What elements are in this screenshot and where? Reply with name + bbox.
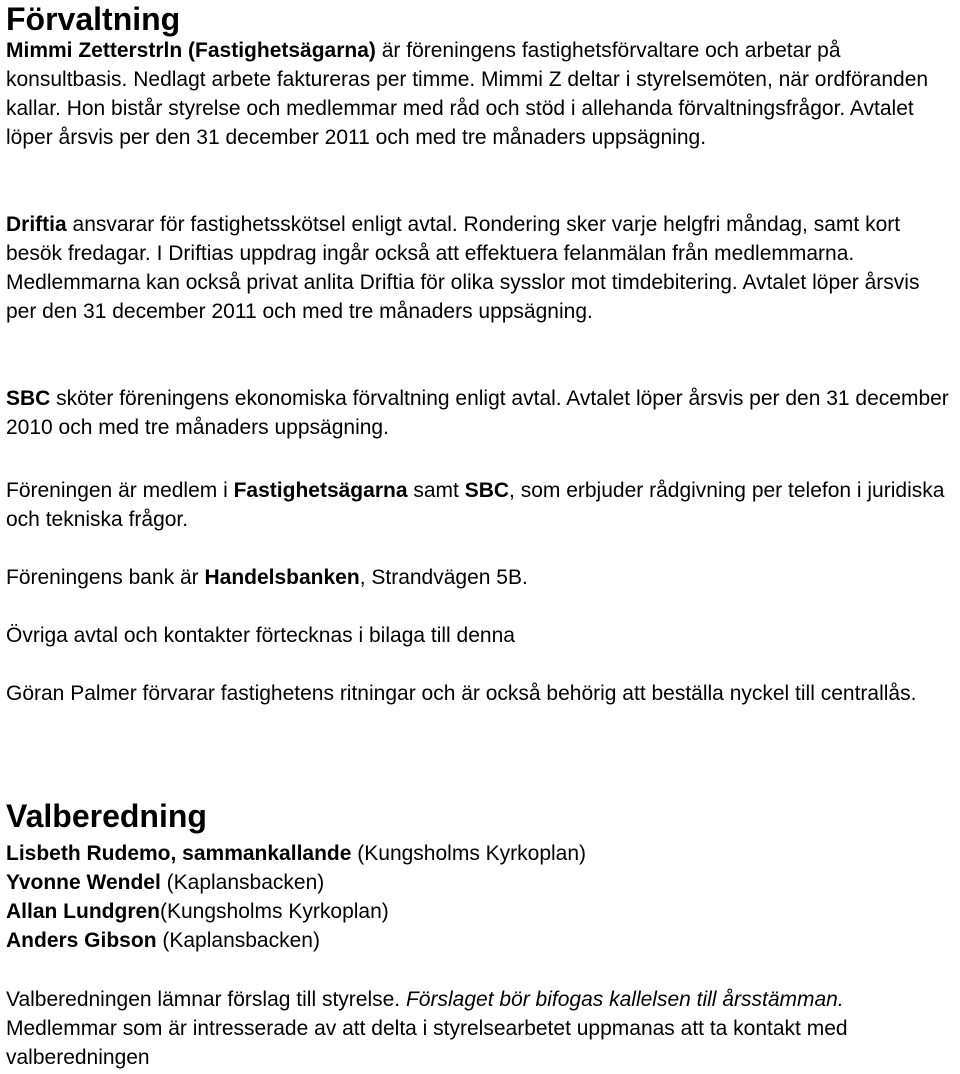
valberedning-members xyxy=(6,839,954,955)
heading-forvaltning: Förvaltning xyxy=(6,1,181,37)
name-sbc-inline: SBC xyxy=(464,479,510,502)
member-address: (Kaplansbacken) xyxy=(160,871,325,894)
paragraph-text: är föreningens fastighetsförvaltare och arbetar på konsultbasis. Nedlagt arbete faktureras per timme. Mimmi Z deltar i styrelsemöten, när ordföranden kallar. Hon bistår styrelse och medlemmar med råd och stöd i allehanda förvaltningsfrågor. Avtalet löper årsvis per den 31 december 2011 och med tre månaders uppsägning. xyxy=(6,39,929,149)
member-address: (Kaplansbacken) xyxy=(156,929,320,952)
name-mimmi: Mimmi Zetterstrln (Fastighetsägarna) xyxy=(6,39,376,62)
member-name: Allan Lundgren xyxy=(6,900,160,923)
paragraph-valberedning-info xyxy=(6,985,954,1072)
member-address: (Kungsholms Kyrkoplan) xyxy=(351,842,587,865)
text-run: Medlemmar som är intresserade av att delta i styrelsearbetet uppmanas att ta kontakt med valberedningen xyxy=(6,1017,848,1069)
text-run: , Strandvägen 5B. xyxy=(359,566,528,589)
paragraph-fastighetsforvaltare xyxy=(6,36,954,152)
name-driftia: Driftia xyxy=(6,213,67,236)
paragraph-text: ansvarar för fastighetsskötsel enligt avtal. Rondering sker varje helgfri måndag, samt kort besök fredagar. I Driftias uppdrag ingår också att effektuera felanmälan från medlemmarna. Medlemmarna kan också privat anlita Driftia för olika sysslor mot timdebitering. Avtalet löper årsvis per den 31 december 2011 och med tre månaders uppsägning. xyxy=(6,213,920,323)
text-run: , som erbjuder rådgivning per telefon i juridiska och tekniska frågor. xyxy=(6,479,945,531)
paragraph-driftia xyxy=(6,210,954,326)
text-run: samt xyxy=(407,479,465,502)
member-name: Yvonne Wendel xyxy=(6,871,161,894)
paragraph-ovriga-avtal: Övriga avtal och kontakter förtecknas i bilaga till denna xyxy=(6,624,515,647)
heading-valberedning: Valberedning xyxy=(6,798,207,834)
text-run: Föreningen är medlem i xyxy=(6,479,234,502)
member-row xyxy=(6,842,586,865)
paragraph-sbc xyxy=(6,384,954,442)
member-address: (Kungsholms Kyrkoplan) xyxy=(160,900,389,923)
paragraph-ritningar: Göran Palmer förvarar fastighetens ritningar och är också behörig att beställa nyckel till centrallås. xyxy=(6,682,917,705)
name-fastighetsagarna: Fastighetsägarna xyxy=(233,479,408,502)
member-row xyxy=(6,929,320,952)
italic-text: Förslaget bör bifogas kallelsen till årsstämman. xyxy=(405,988,844,1011)
paragraph-bank xyxy=(6,563,954,592)
member-row xyxy=(6,900,389,923)
paragraph-text: sköter föreningens ekonomiska förvaltning enligt avtal. Avtalet löper årsvis per den 31 december 2010 och med tre månaders uppsägning. xyxy=(6,387,949,439)
member-row xyxy=(6,871,324,894)
text-run: Föreningens bank är xyxy=(6,566,205,589)
paragraph-medlemskap xyxy=(6,476,954,534)
text-run: Valberedningen lämnar förslag till styrelse. xyxy=(6,988,406,1011)
name-sbc: SBC xyxy=(6,387,51,410)
member-name: Lisbeth Rudemo, sammankallande xyxy=(6,842,352,865)
member-name: Anders Gibson xyxy=(6,929,157,952)
name-handelsbanken: Handelsbanken xyxy=(204,566,360,589)
